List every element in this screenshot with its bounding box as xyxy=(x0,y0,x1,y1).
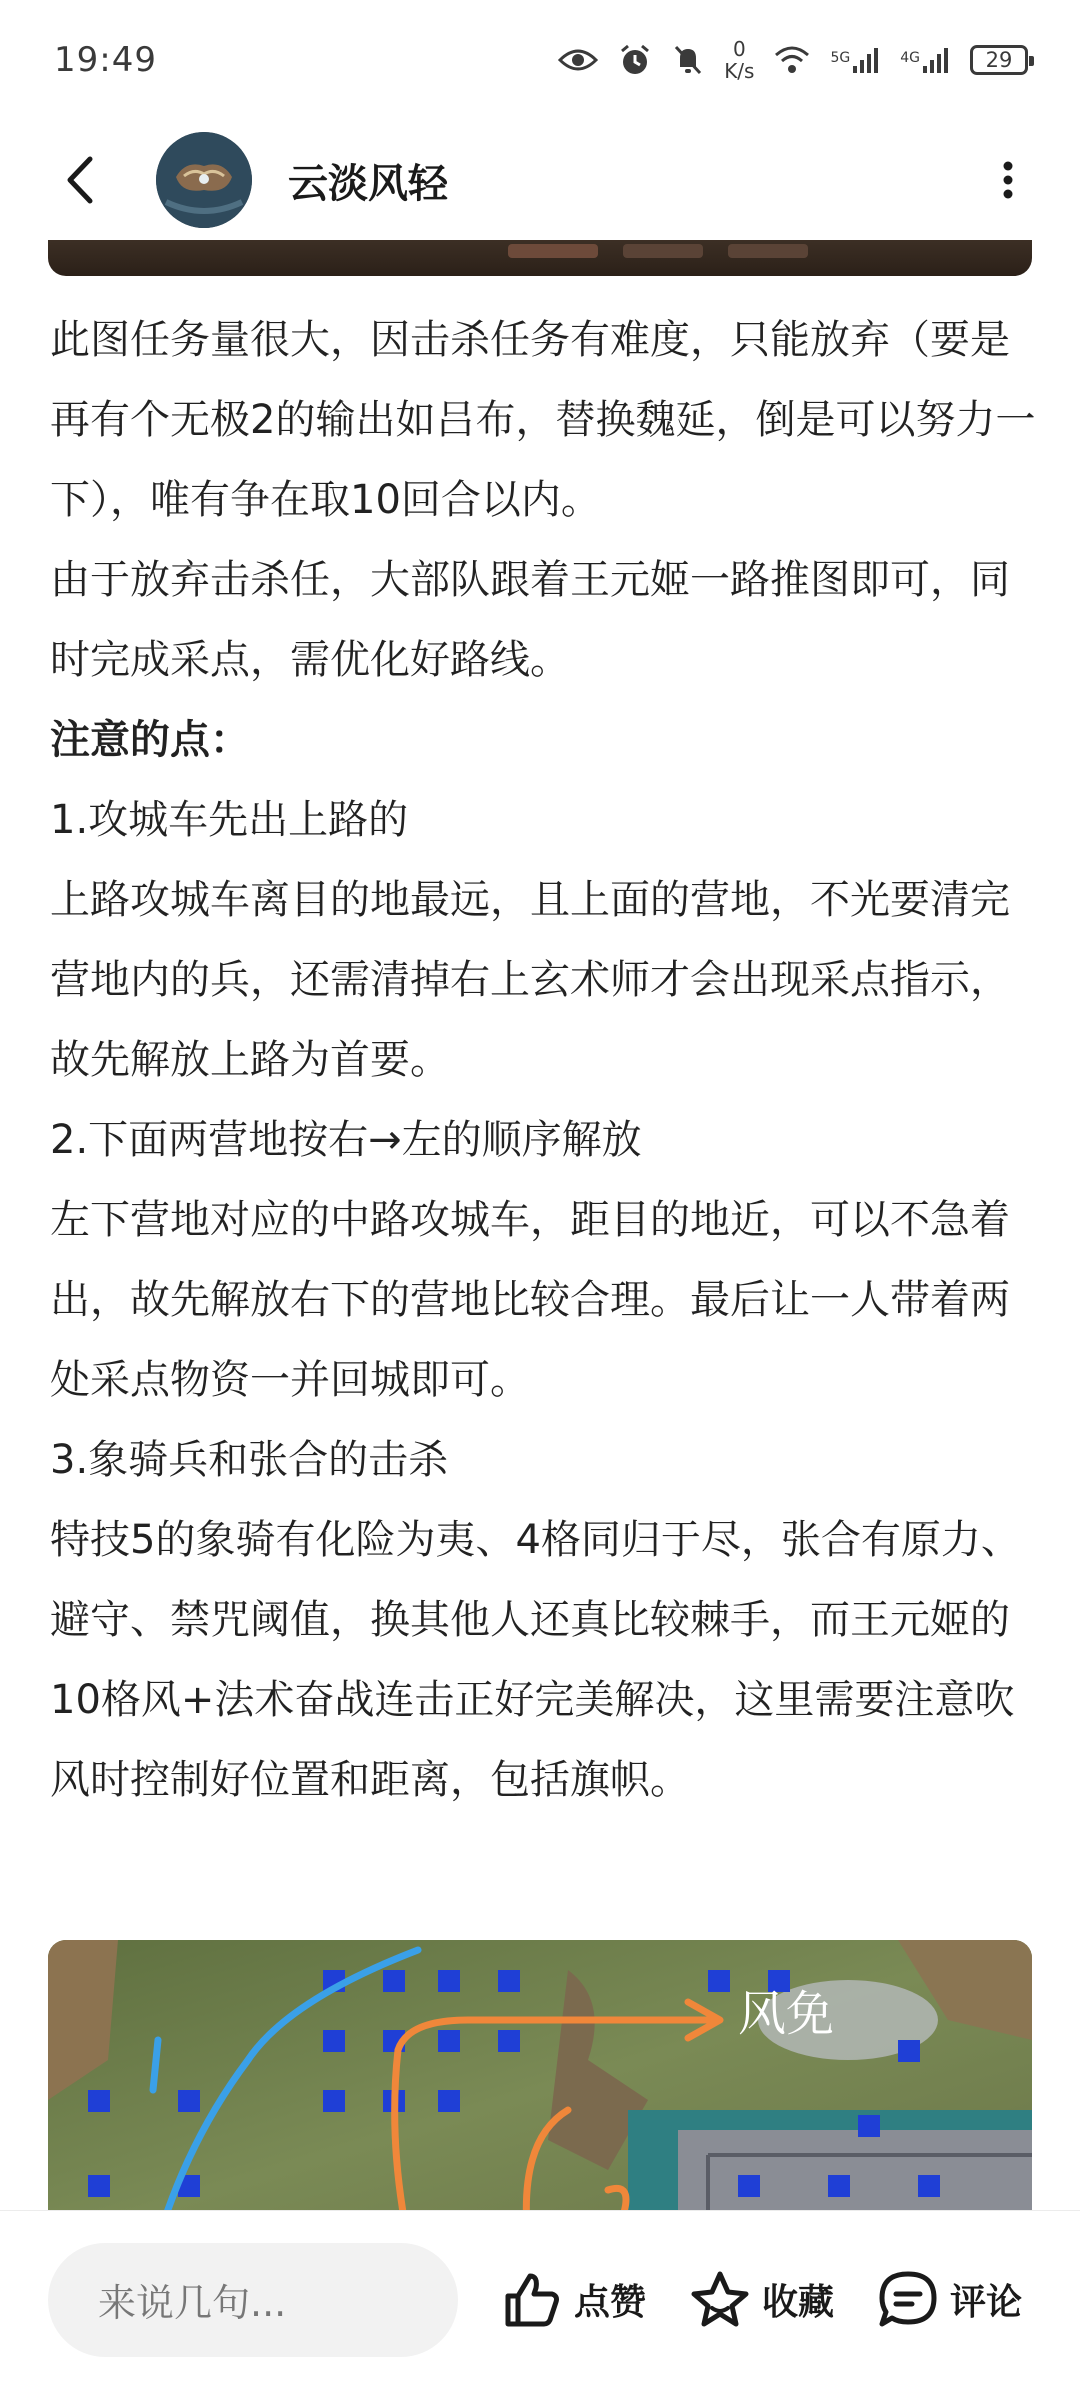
alarm-icon xyxy=(618,43,652,77)
back-arrow-icon xyxy=(60,155,100,205)
signal-4g-label: 4G xyxy=(900,50,920,66)
map-screenshot[interactable] xyxy=(48,1940,1032,2210)
more-vertical-icon xyxy=(1001,160,1015,200)
signal-bars-icon xyxy=(852,46,880,74)
signal-4g xyxy=(900,46,950,74)
status-time: 19:49 xyxy=(54,40,157,80)
paragraph: 左下营地对应的中路攻城车，距目的地近，可以不急着出，故先解放右下的营地比较合理。最后让一人带着两处采点物资一并回城即可。 xyxy=(50,1197,1010,1403)
favorite-button[interactable] xyxy=(688,2268,834,2332)
thumbs-up-icon xyxy=(500,2268,564,2332)
favorite-label: 收藏 xyxy=(762,2282,835,2323)
back-button[interactable] xyxy=(40,140,120,220)
net-speed xyxy=(724,38,754,82)
status-bar xyxy=(0,0,1080,120)
signal-5g-label: 5G xyxy=(830,50,851,66)
comment-label: 评论 xyxy=(950,2282,1023,2323)
net-speed-unit: K/s xyxy=(724,59,755,83)
status-icons xyxy=(558,38,1028,82)
comment-input[interactable]: 来说几句... xyxy=(48,2243,458,2357)
signal-bars-icon xyxy=(922,46,950,74)
battery-icon: 29 xyxy=(970,45,1028,75)
like-label: 点赞 xyxy=(574,2282,647,2323)
wifi-icon xyxy=(774,45,810,75)
star-icon xyxy=(688,2268,752,2332)
map-label-fengmian: 风免 xyxy=(738,1986,835,2042)
paragraph: 上路攻城车离目的地最远，且上面的营地，不光要清完营地内的兵，还需清掉右上玄术师才会出现采点指示，故先解放上路为首要。 xyxy=(50,877,1010,1083)
more-options-button[interactable] xyxy=(978,140,1038,220)
author-avatar[interactable] xyxy=(156,132,252,228)
post-content[interactable] xyxy=(0,240,1080,2210)
paragraph: 特技5的象骑有化险为夷、4格同归于尽，张合有原力、避守、禁咒阈值，换其他人还真比较棘手，而王元姬的10格风+法术奋战连击正好完美解决，这里需要注意吹风时控制好位置和距离，包括旗帜。 xyxy=(50,1517,1021,1803)
like-button[interactable] xyxy=(500,2268,646,2332)
article-body xyxy=(50,300,1040,1820)
paragraph: 由于放弃击杀任，大部队跟着王元姬一路推图即可，同时完成采点，需优化好路线。 xyxy=(50,557,1010,683)
author-name[interactable]: 云淡风轻 xyxy=(288,160,448,207)
eye-icon xyxy=(558,46,598,74)
comment-button[interactable] xyxy=(876,2268,1022,2332)
section-heading: 注意的点： xyxy=(50,717,250,763)
top-game-screenshot[interactable] xyxy=(48,240,1032,276)
net-speed-value: 0 xyxy=(732,37,746,61)
signal-5g xyxy=(830,46,880,74)
list-heading: 2.下面两营地按右→左的顺序解放 xyxy=(50,1117,642,1163)
list-heading: 1.攻城车先出上路的 xyxy=(50,797,409,843)
post-header xyxy=(0,120,1080,240)
paragraph: 此图任务量很大，因击杀任务有难度，只能放弃（要是再有个无极2的输出如吕布，替换魏延，倒是可以努力一下），唯有争在取10回合以内。 xyxy=(50,317,1036,523)
list-heading: 3.象骑兵和张合的击杀 xyxy=(50,1437,449,1483)
bottom-action-bar xyxy=(0,2210,1080,2388)
comment-bubble-icon xyxy=(876,2268,940,2332)
mute-notification-icon xyxy=(672,43,704,77)
